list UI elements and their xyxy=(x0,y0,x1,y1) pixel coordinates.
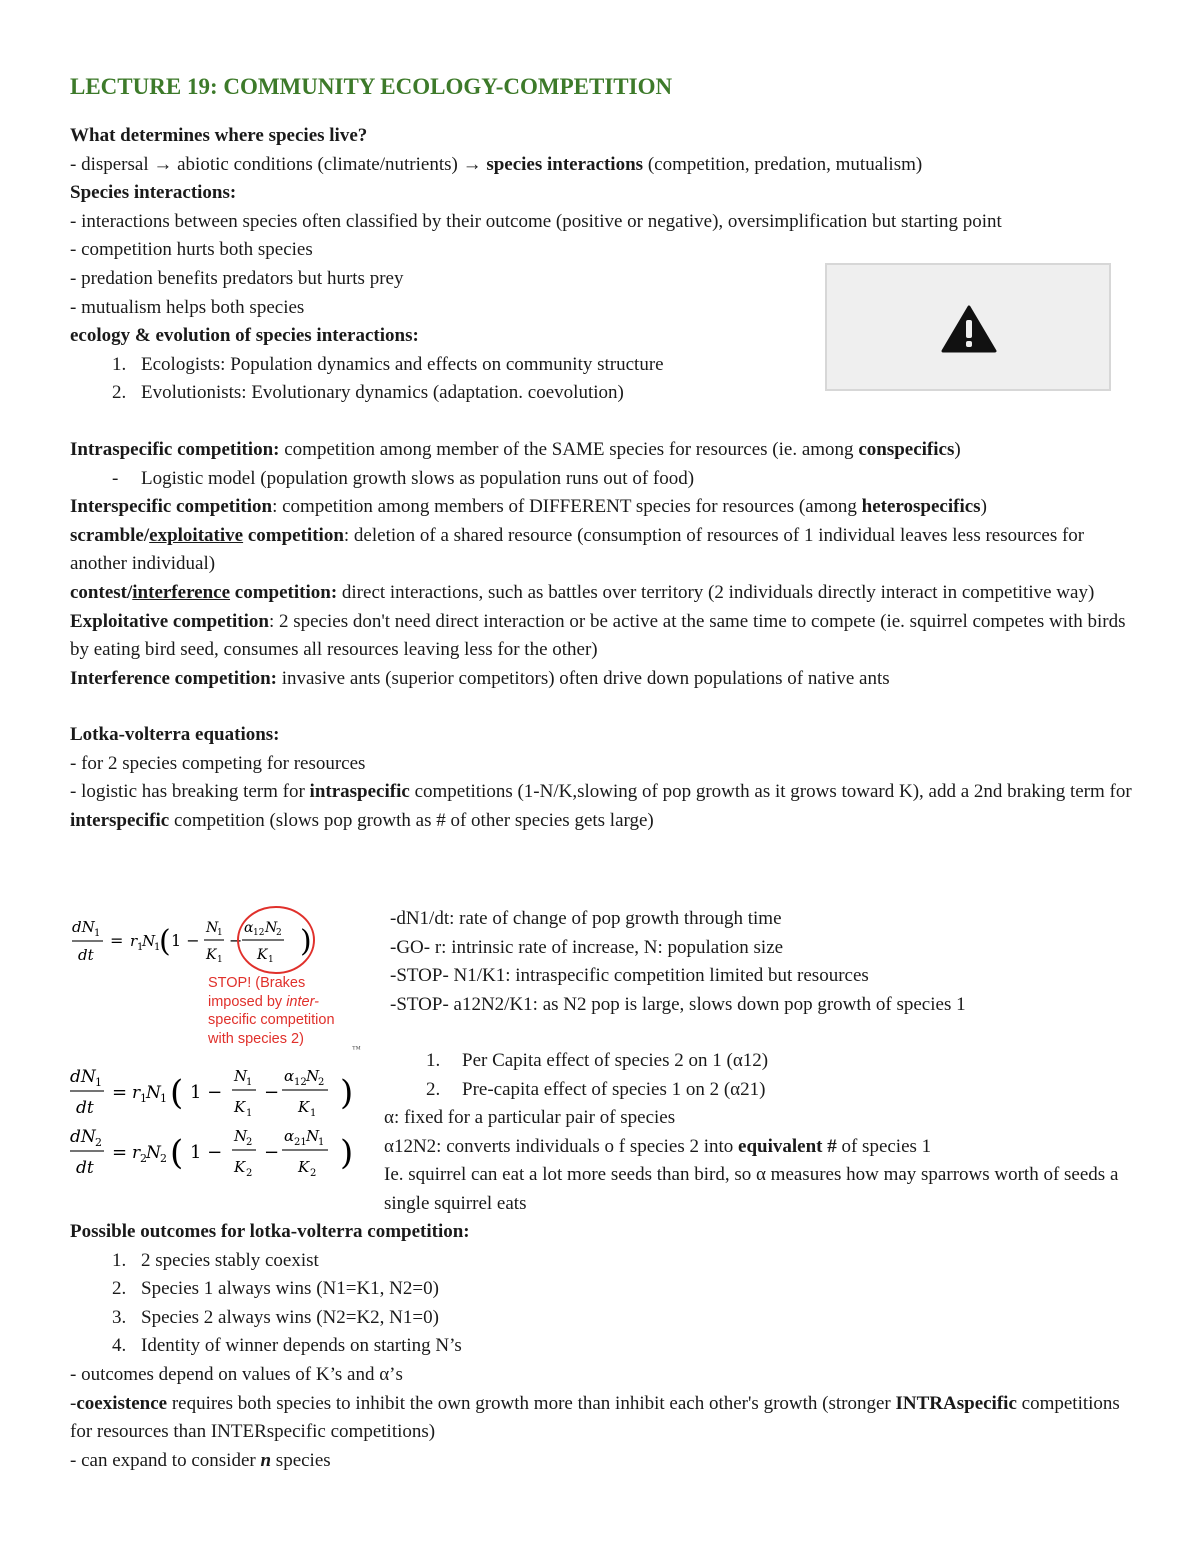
svg-text:r: r xyxy=(132,1083,141,1103)
svg-text:r: r xyxy=(130,932,138,950)
list-item: 2. Species 1 always wins (N1=K1, N2=0) xyxy=(112,1278,439,1300)
svg-text:dt: dt xyxy=(76,1098,94,1118)
list-item: 4. Identity of winner depends on starting N’s xyxy=(112,1335,462,1357)
svg-text:dt: dt xyxy=(78,946,94,964)
svg-text:): ) xyxy=(340,1133,354,1173)
svg-text:dN: dN xyxy=(72,918,95,936)
svg-text:2: 2 xyxy=(95,1136,102,1149)
svg-text:N: N xyxy=(206,920,219,936)
section-heading: What determines where species live? xyxy=(70,125,368,146)
svg-text:−: − xyxy=(264,1142,280,1163)
text-line: - can expand to consider n species xyxy=(70,1449,331,1471)
svg-text:N: N xyxy=(234,1067,248,1085)
list-item: 2. Evolutionists: Evolutionary dynamics (adaptation. coevolution) xyxy=(112,382,624,404)
svg-text:(: ( xyxy=(170,1133,184,1173)
svg-text:K: K xyxy=(234,1158,246,1176)
list-item: 2. Pre-capita effect of species 1 on 2 (α21) xyxy=(426,1078,766,1100)
svg-text:2: 2 xyxy=(246,1137,253,1148)
svg-text:1: 1 xyxy=(268,955,274,965)
page-title: LECTURE 19: COMMUNITY ECOLOGY-COMPETITION xyxy=(70,74,673,99)
definition-interference: Interference competition: invasive ants (superior competitors) often drive down populations of native ants xyxy=(70,667,890,689)
svg-text:1: 1 xyxy=(160,1092,167,1105)
svg-text:=: = xyxy=(110,931,124,950)
svg-text:α: α xyxy=(284,1127,295,1145)
text-line: - for 2 species competing for resources xyxy=(70,752,366,774)
text-line: -coexistence requires both species to inhibit the own growth more than inhibit each other's growth (stronger INTRAspecific competitions for resources than INTERspecific competitions) xyxy=(70,1392,1120,1443)
text-line: Ie. squirrel can eat a lot more seeds than bird, so α measures how may sparrows worth of seeds a single squirrel eats xyxy=(384,1164,1119,1214)
text-line: - logistic has breaking term for intraspecific competitions (1-N/K,slowing of pop growth as it grows toward K), add a 2nd braking term for interspecific competition (slows pop growth as # of other species gets large) xyxy=(70,781,1132,832)
text-line: α: fixed for a particular pair of species xyxy=(384,1107,676,1129)
list-item: - Logistic model (population growth slows as population runs out of food) xyxy=(112,467,695,489)
text-line: α12N2: converts individuals o f species 2 into equivalent # of species 1 xyxy=(384,1135,932,1157)
svg-text:(: ( xyxy=(170,1073,184,1113)
svg-text:2: 2 xyxy=(160,1152,167,1165)
outcomes-section xyxy=(70,1218,1140,1475)
svg-text:N: N xyxy=(146,1143,161,1163)
small-mark: ™ xyxy=(352,1044,361,1054)
svg-text:K: K xyxy=(298,1158,310,1176)
text-line: -GO- r: intrinsic rate of increase, N: population size xyxy=(390,936,784,958)
svg-text:1: 1 xyxy=(140,1092,147,1105)
lotka-volterra-equations xyxy=(70,1058,370,1188)
svg-text:N: N xyxy=(146,1083,161,1103)
equation-definitions xyxy=(390,905,1150,1019)
svg-text:N: N xyxy=(306,1127,320,1145)
svg-text:K: K xyxy=(234,1098,246,1116)
definition-exploitative: Exploitative competition: 2 species don't need direct interaction or be active at the same time to compete (ie. squirrel competes with birds by eating bird seed, consumes all resources leaving less for the other) xyxy=(70,610,1126,661)
svg-text:12: 12 xyxy=(253,928,265,938)
svg-text:2: 2 xyxy=(140,1152,147,1165)
svg-text:1: 1 xyxy=(154,942,161,953)
text-line: - outcomes depend on values of K’s and α’s xyxy=(70,1363,403,1385)
stop-annotation: STOP! (Brakes imposed by inter- specific competition with species 2) xyxy=(208,975,335,1047)
svg-text:2: 2 xyxy=(246,1168,253,1179)
svg-text:): ) xyxy=(340,1073,354,1113)
text-line: - predation benefits predators but hurts prey xyxy=(70,267,404,289)
text-line: - dispersal → abiotic conditions (climate/nutrients) → species interactions (competition, predation, mutualism) xyxy=(70,153,923,175)
svg-text:2: 2 xyxy=(276,928,282,938)
definition-scramble: scramble/exploitative competition: deletion of a shared resource (consumption of resources of 1 individual leaves less resources for another individual) xyxy=(70,524,1085,575)
alpha-explanation xyxy=(384,1047,1144,1219)
text-line: - competition hurts both species xyxy=(70,239,313,261)
document-body xyxy=(70,72,1140,836)
text-line: -dN1/dt: rate of change of pop growth through time xyxy=(390,908,782,929)
text-line: -STOP- a12N2/K1: as N2 pop is large, slows down pop growth of species 1 xyxy=(390,993,966,1015)
svg-text:α: α xyxy=(244,920,254,936)
svg-text:2: 2 xyxy=(310,1168,317,1179)
section-heading: Possible outcomes for lotka-volterra competition: xyxy=(70,1221,470,1242)
svg-text:21: 21 xyxy=(294,1137,307,1148)
svg-text:1: 1 xyxy=(95,1076,102,1089)
svg-text:1: 1 xyxy=(246,1108,253,1119)
svg-text:dt: dt xyxy=(76,1158,94,1178)
svg-text:1: 1 xyxy=(217,955,223,965)
svg-text:2: 2 xyxy=(318,1077,325,1088)
svg-text:=: = xyxy=(112,1082,128,1103)
text-line: -STOP- N1/K1: intraspecific competition limited but resources xyxy=(390,965,869,987)
svg-text:1: 1 xyxy=(318,1137,325,1148)
svg-text:K: K xyxy=(298,1098,310,1116)
svg-text:(: ( xyxy=(159,924,171,959)
svg-text:r: r xyxy=(132,1143,141,1163)
svg-text:N: N xyxy=(142,932,156,950)
svg-text:=: = xyxy=(112,1142,128,1163)
svg-text:dN: dN xyxy=(70,1127,96,1147)
svg-text:α: α xyxy=(284,1067,295,1085)
equation-annotated xyxy=(70,905,390,975)
svg-text:1: 1 xyxy=(246,1077,253,1088)
svg-text:N: N xyxy=(306,1067,320,1085)
svg-text:K: K xyxy=(206,947,217,963)
warning-icon xyxy=(941,305,997,353)
svg-text:): ) xyxy=(300,924,312,959)
svg-text:12: 12 xyxy=(294,1077,307,1088)
section-heading: Lotka-volterra equations: xyxy=(70,724,280,746)
svg-text:1: 1 xyxy=(217,928,223,938)
definition-contest: contest/interference competition: direct interactions, such as battles over territory (2 individuals directly interact in competitive way) xyxy=(70,581,1095,603)
svg-text:−: − xyxy=(229,931,243,950)
svg-text:1 −: 1 − xyxy=(171,931,200,950)
missing-image-placeholder xyxy=(825,263,1111,391)
list-item: 1. Ecologists: Population dynamics and effects on community structure xyxy=(112,353,664,375)
list-item: 3. Species 2 always wins (N2=K2, N1=0) xyxy=(112,1306,439,1328)
section-heading: ecology & evolution of species interactions: xyxy=(70,325,419,347)
list-item: 1. 2 species stably coexist xyxy=(112,1249,319,1271)
svg-text:1 −: 1 − xyxy=(190,1142,223,1163)
svg-text:1: 1 xyxy=(137,942,144,953)
svg-text:dN: dN xyxy=(70,1067,96,1087)
list-item: 1. Per Capita effect of species 2 on 1 (α12) xyxy=(426,1050,769,1071)
svg-text:1 −: 1 − xyxy=(190,1082,223,1103)
svg-text:N: N xyxy=(265,920,278,936)
svg-text:K: K xyxy=(257,947,268,963)
svg-text:N: N xyxy=(234,1127,248,1145)
definition-interspecific: Interspecific competition: competition among members of DIFFERENT species for resources (among heterospecifics) xyxy=(70,496,987,518)
text-line: - mutualism helps both species xyxy=(70,296,305,318)
definition-intraspecific: Intraspecific competition: competition among member of the SAME species for resources (ie. among conspecifics) xyxy=(70,438,961,460)
svg-text:1: 1 xyxy=(310,1108,317,1119)
svg-text:1: 1 xyxy=(94,928,101,939)
section-heading: Species interactions: xyxy=(70,182,237,204)
svg-text:−: − xyxy=(264,1082,280,1103)
text-line: - interactions between species often classified by their outcome (positive or negative), oversimplification but starting point xyxy=(70,210,1002,232)
